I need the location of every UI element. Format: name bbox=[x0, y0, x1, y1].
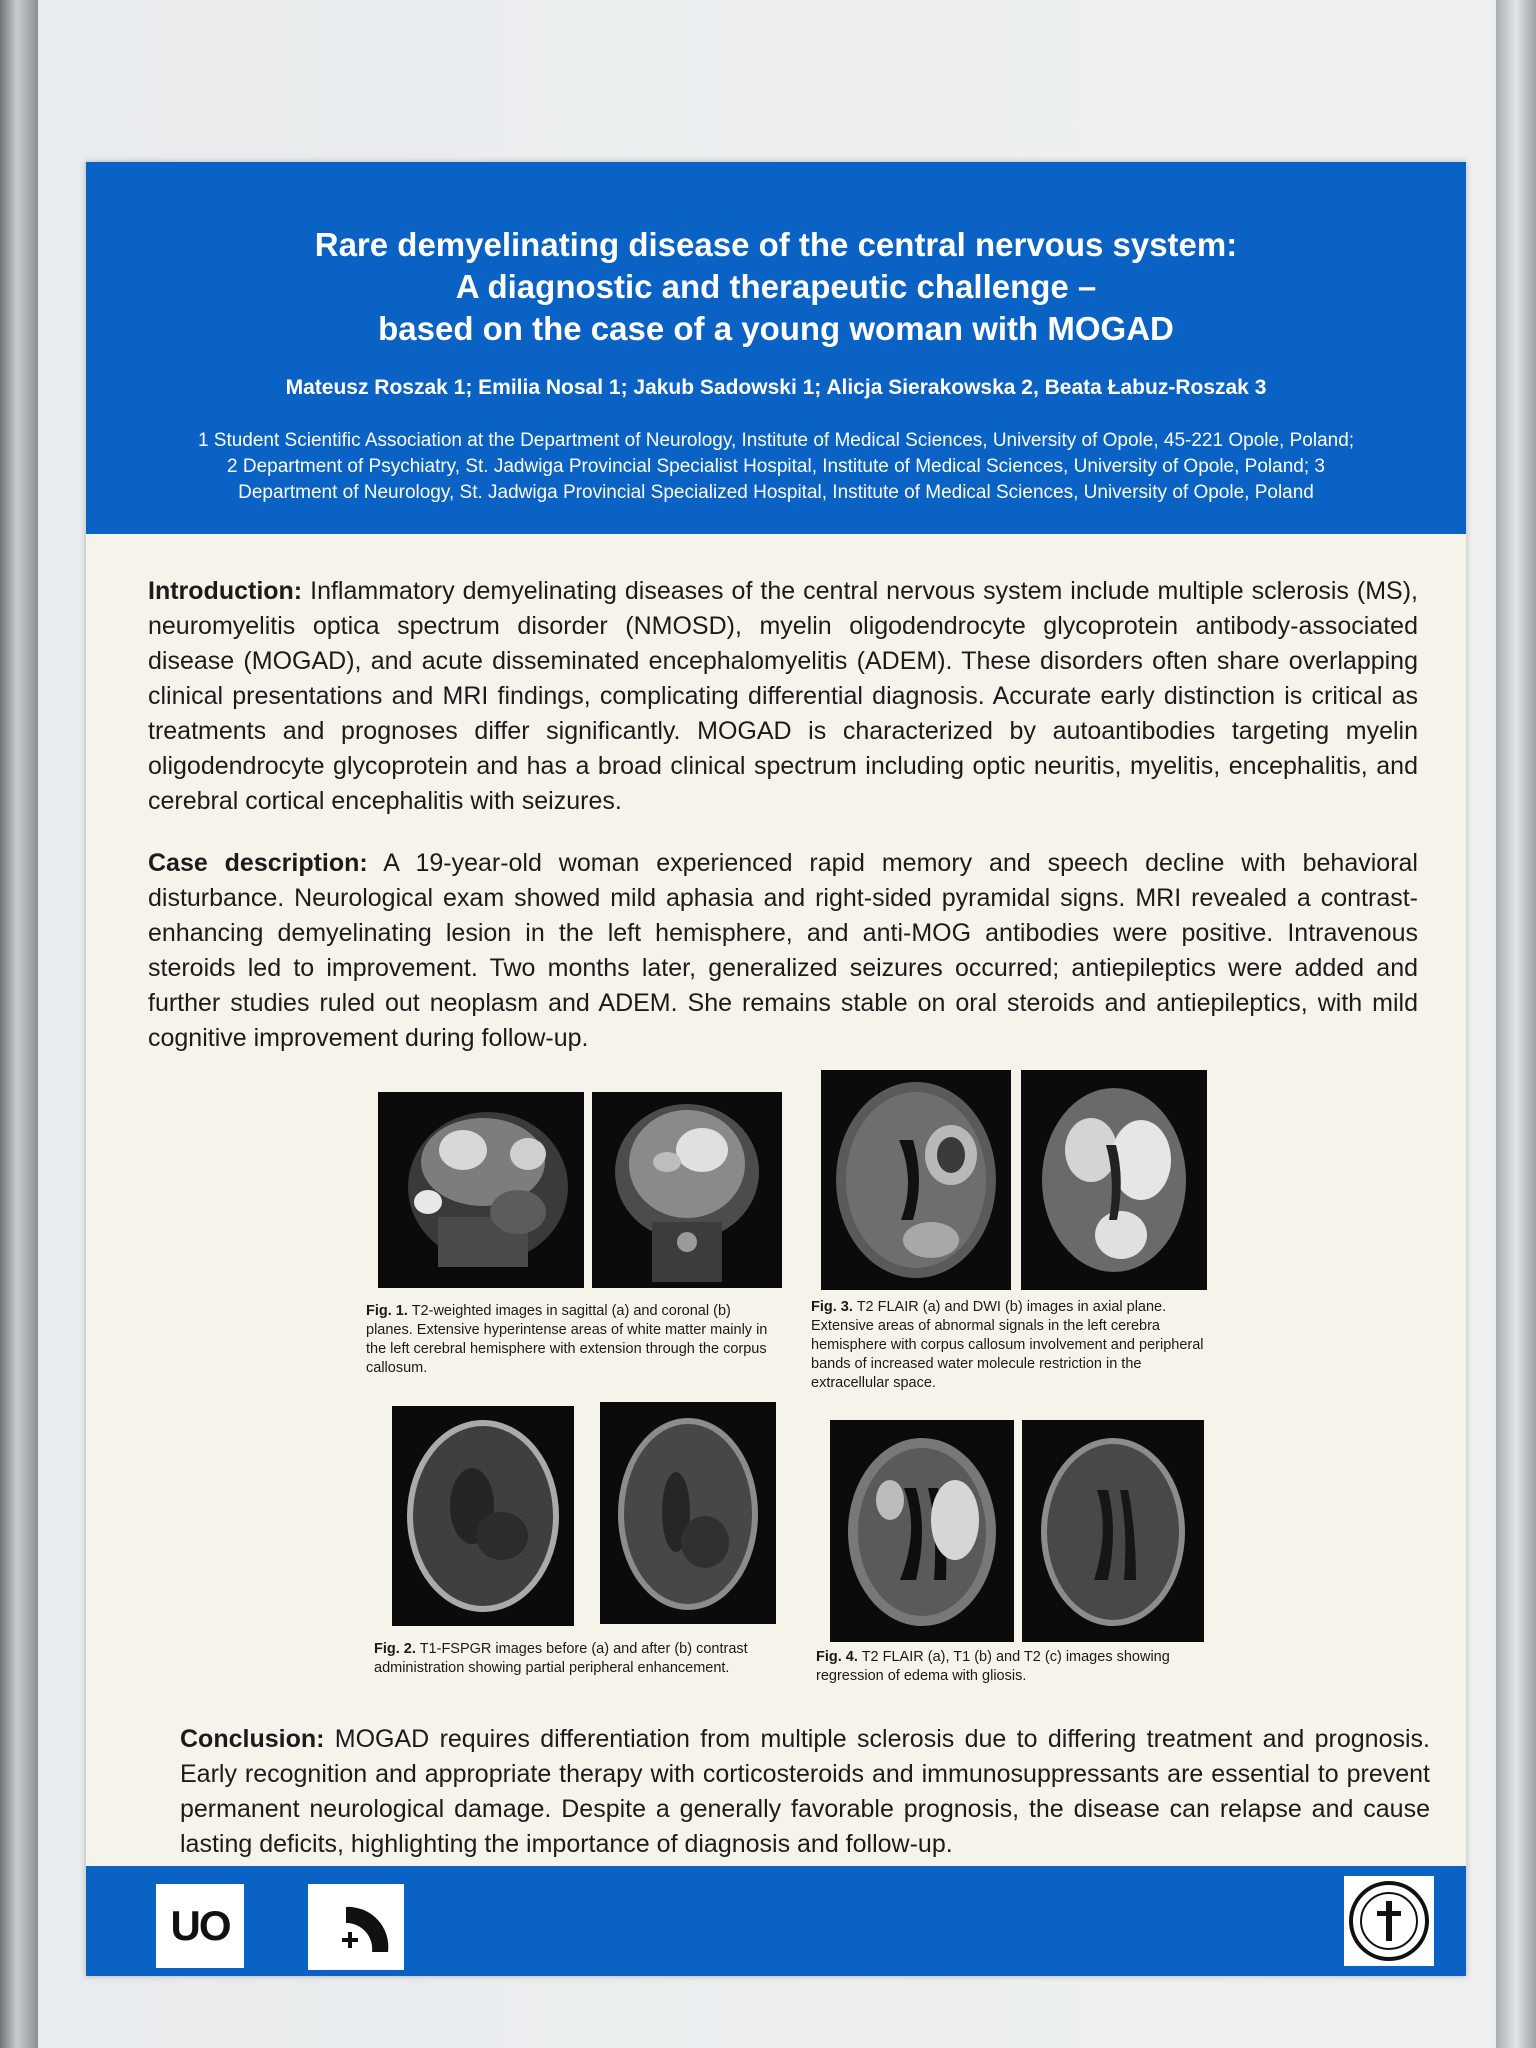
conclusion-text: MOGAD requires differentiation from multiple sclerosis due to differing treatment and prognosis. Early recognition and appropriate therapy with corticosteroids and immunosuppressants are essential to prevent permanent neurological damage. Despite a generally favorable prognosis, the disease can relapse and cause lasting deficits, highlighting the importance of diagnosis and follow-up. bbox=[180, 1725, 1430, 1858]
authors: Mateusz Roszak 1; Emilia Nosal 1; Jakub Sadowski 1; Alicja Sierakowska 2, Beata Łabuz-Roszak 3 bbox=[285, 376, 1267, 399]
title-line: A diagnostic and therapeutic challenge – bbox=[455, 268, 1097, 305]
introduction-text: Inflammatory demyelinating diseases of the central nervous system include multiple sclerosis (MS), neuromyelitis optica spectrum disorder (NMOSD), myelin oligodendrocyte glycoprotein antibody-associated disease (MOGAD), and acute disseminated encephalomyelitis (ADEM). These disorders often share overlapping clinical presentations and MRI findings, complicating differential diagnosis. Accurate early distinction is critical as treatments and prognoses differ significantly. MOGAD is characterized by autoantibodies targeting myelin oligodendrocyte glycoprotein and has a broad clinical spectrum including optic neuritis, myelitis, encephalitis, and cerebral cortical encephalitis with seizures. bbox=[148, 577, 1418, 815]
poster-header bbox=[86, 162, 1466, 534]
figure-3-caption bbox=[811, 1298, 1211, 1393]
figure-3-text: T2 FLAIR (a) and DWI (b) images in axial plane. Extensive areas of abnormal signals in the left cerebra hemisphere with corpus callosum involvement and peripheral bands of increased water molecule restriction in the extracellular space. bbox=[811, 1299, 1204, 1391]
affiliation-line: 2 Department of Psychiatry, St. Jadwiga Provincial Specialist Hospital, Institute of Medical Sciences, University of Opole, Poland; 3 bbox=[227, 456, 1325, 477]
figure-2-text: T1-FSPGR images before (a) and after (b) contrast administration showing partial peripheral enhancement. bbox=[374, 1641, 748, 1676]
case-text: A 19-year-old woman experienced rapid memory and speech decline with behavioral disturbance. Neurological exam showed mild aphasia and right-sided pyramidal signs. MRI revealed a contrast-enhancing demyelinating lesion in the left hemisphere, and anti-MOG antibodies were positive. Intravenous steroids led to improvement. Two months later, generalized seizures occurred; antiepileptics were added and further studies ruled out neoplasm and ADEM. She remains stable on oral steroids and antiepileptics, with mild cognitive improvement during follow-up. bbox=[148, 849, 1418, 1052]
conclusion-section bbox=[180, 1722, 1430, 1862]
poster-stand-left-pole bbox=[0, 0, 38, 2048]
affiliation-line: Department of Neurology, St. Jadwiga Provincial Specialized Hospital, Institute of Medical Sciences, University of Opole, Poland bbox=[238, 482, 1314, 503]
university-seal-logo bbox=[1344, 1876, 1434, 1966]
poster-footer bbox=[86, 1866, 1466, 1976]
conclusion-label: Conclusion: bbox=[180, 1725, 325, 1753]
figure-4-caption bbox=[816, 1648, 1212, 1686]
mri-t2-flair-followup-image bbox=[830, 1420, 1014, 1642]
poster-stand-right-pole bbox=[1496, 0, 1536, 2048]
affiliations bbox=[106, 428, 1446, 506]
mri-t1-after-contrast-image bbox=[600, 1402, 776, 1624]
mri-t1-before-contrast-image bbox=[392, 1406, 574, 1626]
title-line: Rare demyelinating disease of the central nervous system: bbox=[314, 226, 1238, 263]
figure-4-label: Fig. 4. bbox=[816, 1649, 858, 1665]
mri-dwi-axial-image bbox=[1021, 1070, 1207, 1290]
figure-1-text: T2-weighted images in sagittal (a) and coronal (b) planes. Extensive hyperintense areas of white matter mainly in the left cerebral hemisphere with extension through the corpus callosum. bbox=[366, 1303, 768, 1376]
mri-coronal-image bbox=[592, 1092, 782, 1288]
figure-1-caption bbox=[366, 1302, 778, 1378]
title-line: based on the case of a young woman with MOGAD bbox=[378, 310, 1174, 347]
affiliation-line: 1 Student Scientific Association at the Department of Neurology, Institute of Medical Sciences, University of Opole, 45-221 Opole, Poland; bbox=[197, 430, 1355, 451]
case-description-section bbox=[148, 846, 1418, 1056]
logo-text: UO bbox=[170, 1902, 230, 1949]
figure-1-label: Fig. 1. bbox=[366, 1303, 408, 1319]
mri-t1-followup-image bbox=[1022, 1420, 1204, 1642]
figure-3-label: Fig. 3. bbox=[811, 1299, 853, 1315]
student-association-logo bbox=[308, 1884, 404, 1970]
introduction-label: Introduction: bbox=[148, 577, 303, 605]
case-label: Case description: bbox=[148, 849, 368, 877]
mri-flair-axial-image bbox=[821, 1070, 1011, 1290]
poster bbox=[86, 162, 1466, 1976]
figure-2-label: Fig. 2. bbox=[374, 1641, 416, 1657]
poster-title bbox=[86, 224, 1466, 350]
mri-sagittal-image bbox=[378, 1092, 584, 1288]
university-opole-logo bbox=[156, 1884, 244, 1968]
introduction-section bbox=[148, 574, 1418, 819]
figure-4-text: T2 FLAIR (a), T1 (b) and T2 (c) images showing regression of edema with gliosis. bbox=[816, 1649, 1170, 1684]
figure-2-caption bbox=[374, 1640, 804, 1678]
